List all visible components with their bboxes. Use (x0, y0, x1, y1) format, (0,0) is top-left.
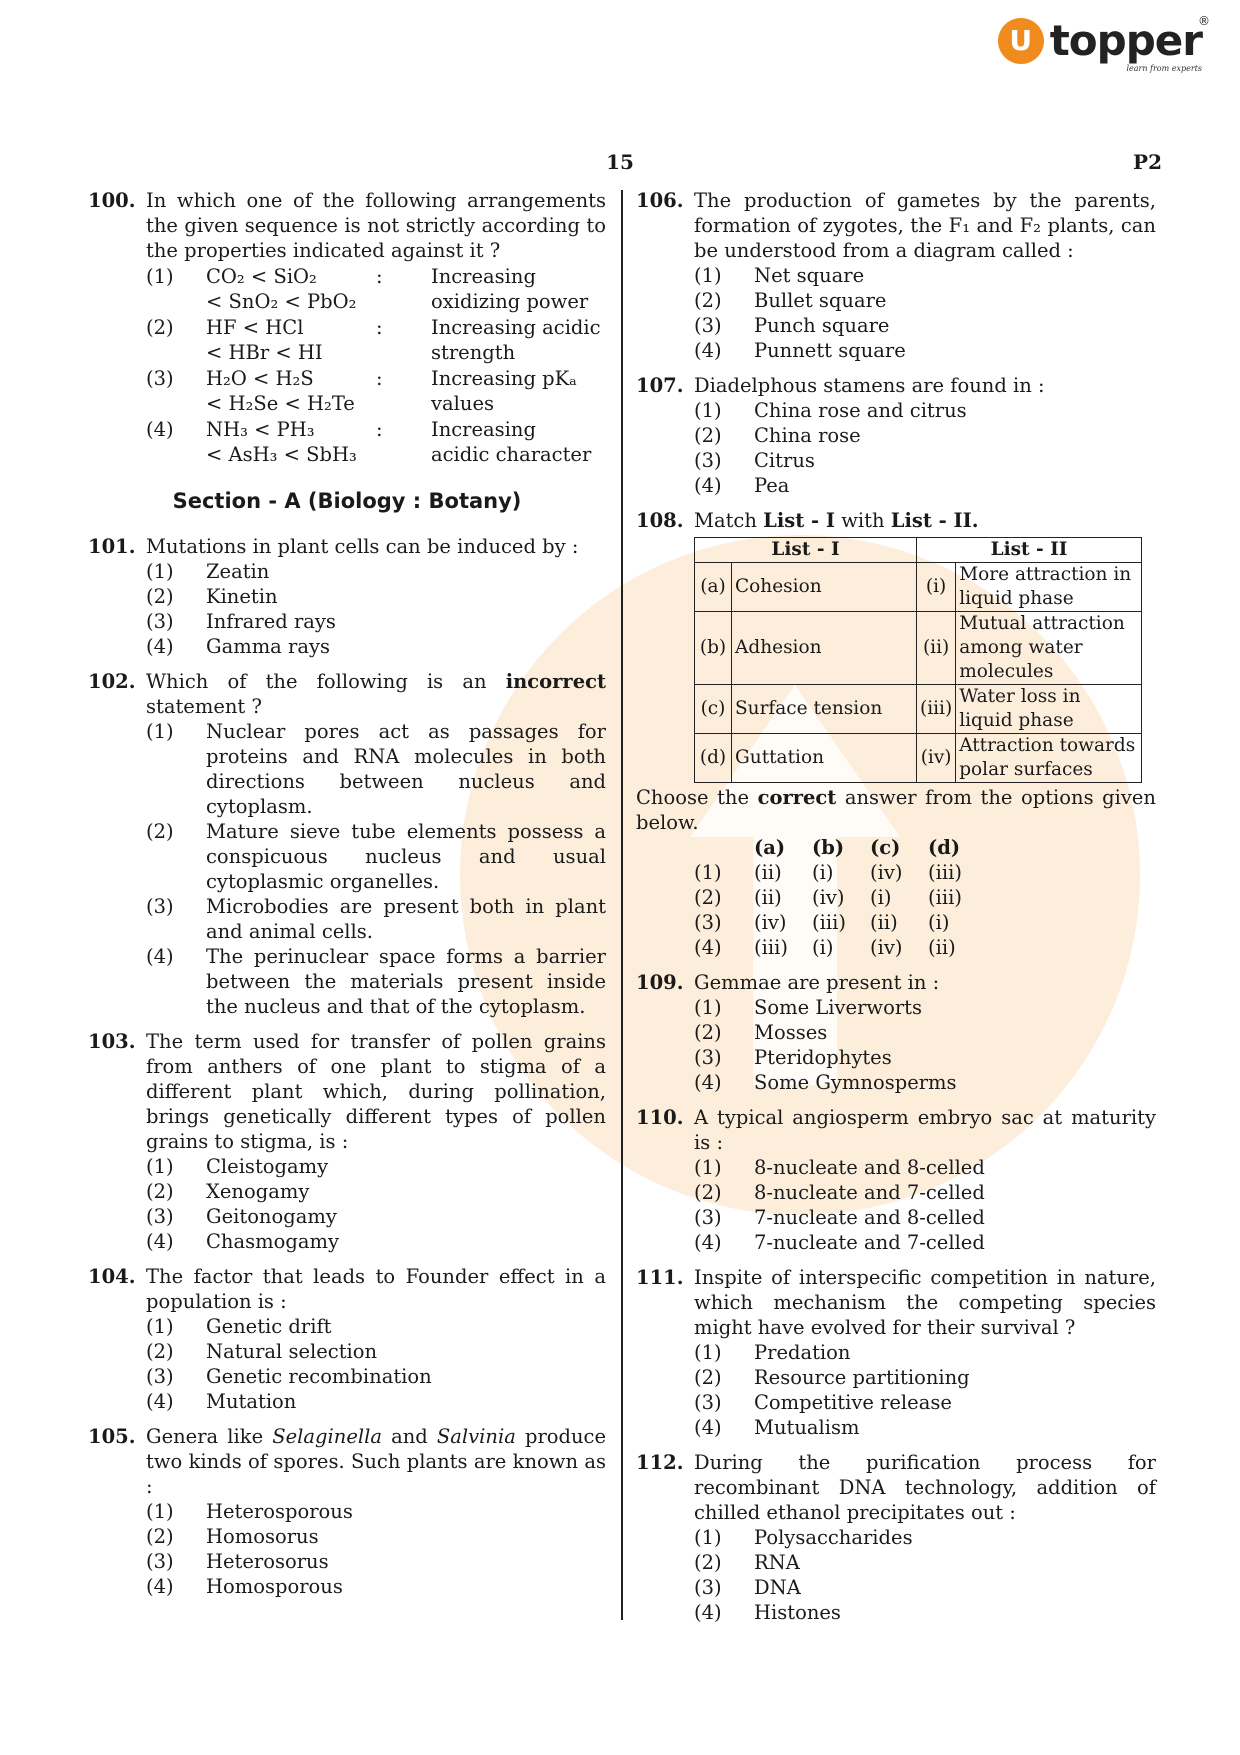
option-2: (2) Mature sieve tube elements possess a conspicuous nucleus and usual cytoplasmic organelles. (146, 820, 606, 893)
option-2: (2) Bullet square (694, 289, 887, 312)
option-3: (3) Microbodies are present both in plant and animal cells. (146, 895, 606, 943)
question-stem: Genera like Selaginella and Salvinia produce two kinds of spores. Such plants are known as : (146, 1425, 607, 1498)
choose-instruction: Choose the correct answer from the options given below. (636, 786, 1156, 834)
option-1: (1) Zeatin (146, 560, 270, 583)
option-4: (4) Pea (694, 474, 790, 497)
question-110 (636, 1105, 1156, 1255)
option-1: (1) Heterosporous (146, 1500, 353, 1523)
table-cell: (i) (917, 563, 956, 612)
question-111 (636, 1265, 1156, 1440)
option-number: (2) (146, 316, 174, 339)
table-cell: Guttation (732, 734, 917, 783)
option-2 (146, 315, 606, 365)
question-number: 104. (88, 1265, 136, 1288)
option-4: (4) Gamma rays (146, 635, 330, 658)
question-109 (636, 970, 1156, 1095)
option-2: (2) Xenogamy (146, 1180, 310, 1203)
option-3: (3) Infrared rays (146, 610, 336, 633)
question-number: 103. (88, 1030, 136, 1053)
section-title: Section - A (Biology : Botany) (172, 489, 522, 513)
colon: : (376, 265, 383, 288)
question-stem: Inspite of interspecific competition in nature, which mechanism the competing species might have evolved for their survival ? (694, 1266, 1156, 1339)
answer-header: (a) (b) (c) (d) (754, 836, 961, 859)
registered-mark: ® (1198, 14, 1210, 28)
question-108 (636, 508, 1156, 960)
colon: : (376, 418, 383, 441)
option-3: (3) Genetic recombination (146, 1365, 432, 1388)
option-2: (2) China rose (694, 424, 861, 447)
option-3: (3) Competitive release (694, 1391, 952, 1414)
option-3: (3) Geitonogamy (146, 1205, 337, 1228)
table-cell: Adhesion (732, 612, 917, 685)
question-number: 108. (636, 509, 684, 532)
option-1: (1) (ii) (i) (iv) (iii) (694, 861, 962, 884)
option-1: (1) Some Liverworts (694, 996, 922, 1019)
option-number: (1) (146, 265, 174, 288)
table-cell: (a) (695, 563, 732, 612)
question-103 (88, 1029, 606, 1254)
option-4: (4) 7-nucleate and 7-celled (694, 1231, 985, 1254)
table-cell: More attraction in liquid phase (956, 563, 1142, 612)
option-4: (4) Mutualism (694, 1416, 860, 1439)
option-4 (146, 417, 606, 467)
option-4: (4) Histones (694, 1601, 841, 1624)
option-number: (3) (146, 367, 174, 390)
table-cell: Water loss in liquid phase (956, 685, 1142, 734)
question-number: 100. (88, 189, 136, 212)
formula: H₂O < H₂S < H₂Se < H₂Te (206, 367, 355, 415)
question-number: 109. (636, 971, 684, 994)
question-100 (88, 188, 606, 467)
table-header-row (695, 538, 1142, 563)
option-3: (3) Pteridophytes (694, 1046, 892, 1069)
option-3: (3) Punch square (694, 314, 890, 337)
option-3: (3) (iv) (iii) (ii) (i) (694, 911, 950, 934)
left-column (88, 188, 606, 1609)
logo-circle-icon: U (998, 18, 1044, 64)
option-2: (2) RNA (694, 1551, 800, 1574)
table-cell: Surface tension (732, 685, 917, 734)
question-stem: Gemmae are present in : (694, 971, 940, 994)
formula: CO₂ < SiO₂ < SnO₂ < PbO₂ (206, 265, 357, 313)
table-cell: Attraction towards polar surfaces (956, 734, 1142, 783)
option-2: (2) Resource partitioning (694, 1366, 970, 1389)
option-3: (3) 7-nucleate and 8-celled (694, 1206, 985, 1229)
option-1: (1) Net square (694, 264, 865, 287)
option-3 (146, 366, 606, 416)
option-1: (1) Predation (694, 1341, 851, 1364)
topper-logo (998, 14, 1210, 73)
option-3: (3) Citrus (694, 449, 815, 472)
option-1: (1) Nuclear pores act as passages for proteins and RNA molecules in both directions between nucleus and cytoplasm. (146, 720, 606, 818)
question-stem: Mutations in plant cells can be induced by : (146, 535, 579, 558)
question-104 (88, 1264, 606, 1414)
question-102 (88, 669, 606, 1019)
table-cell: (iv) (917, 734, 956, 783)
colon: : (376, 316, 383, 339)
option-4: (4) The perinuclear space forms a barrier between the materials present inside the nucleus and that of the cytoplasm. (146, 945, 606, 1018)
option-1: (1) Cleistogamy (146, 1155, 329, 1178)
table-header: List - II (917, 538, 1142, 563)
table-cell: (d) (695, 734, 732, 783)
logo-wordmark: topper (1049, 16, 1202, 65)
question-stem: The production of gametes by the parents, formation of zygotes, the F₁ and F₂ plants, can be understood from a diagram called : (694, 189, 1156, 262)
question-stem: Which of the following is an incorrect statement ? (146, 670, 606, 718)
option-2: (2) Kinetin (146, 585, 278, 608)
option-2: (2) Homosorus (146, 1525, 319, 1548)
question-stem: In which one of the following arrangements the given sequence is not strictly according to the properties indicated against it ? (146, 189, 606, 262)
question-101 (88, 534, 606, 659)
question-stem: During the purification process for recombinant DNA technology, addition of chilled ethanol precipitates out : (694, 1451, 1156, 1524)
option-4: (4) Homosporous (146, 1575, 343, 1598)
table-cell: (ii) (917, 612, 956, 685)
table-cell: (c) (695, 685, 732, 734)
right-column (636, 188, 1156, 1635)
table-cell: (iii) (917, 685, 956, 734)
option-3: (3) DNA (694, 1576, 801, 1599)
formula: HF < HCl < HBr < HI (206, 316, 323, 364)
question-stem: The factor that leads to Founder effect in a population is : (146, 1265, 606, 1313)
question-stem: The term used for transfer of pollen grains from anthers of one plant to stigma of a different plant which, during pollination, brings genetically different types of pollen grains to stigma, is : (146, 1030, 606, 1153)
option-1: (1) Polysaccharides (694, 1526, 913, 1549)
option-1: (1) Genetic drift (146, 1315, 332, 1338)
option-4: (4) Some Gymnosperms (694, 1071, 957, 1094)
option-2: (2) Mosses (694, 1021, 828, 1044)
question-stem: A typical angiosperm embryo sac at maturity is : (694, 1106, 1156, 1154)
question-107 (636, 373, 1156, 498)
question-stem: Match List - I with List - II. (694, 509, 979, 532)
table-row (695, 734, 1142, 783)
option-3: (3) Heterosorus (146, 1550, 329, 1573)
property: Increasing oxidizing power (431, 265, 589, 313)
question-106 (636, 188, 1156, 363)
option-4: (4) Punnett square (694, 339, 906, 362)
property: Increasing acidic strength (431, 316, 601, 364)
page-number: 15 (606, 150, 634, 174)
question-number: 110. (636, 1106, 684, 1129)
option-4: (4) Chasmogamy (146, 1230, 339, 1253)
question-stem: Diadelphous stamens are found in : (694, 374, 1045, 397)
colon: : (376, 367, 383, 390)
question-number: 102. (88, 670, 136, 693)
logo-tagline: learn from experts (1126, 64, 1202, 73)
question-number: 105. (88, 1425, 136, 1448)
question-105 (88, 1424, 606, 1599)
question-number: 107. (636, 374, 684, 397)
property: Increasing pKₐ values (431, 367, 577, 415)
option-4: (4) (iii) (i) (iv) (ii) (694, 936, 956, 959)
table-cell: Cohesion (732, 563, 917, 612)
option-number: (4) (146, 418, 174, 441)
option-1 (146, 264, 606, 314)
option-1: (1) 8-nucleate and 8-celled (694, 1156, 985, 1179)
option-2: (2) Natural selection (146, 1340, 378, 1363)
column-divider (621, 190, 623, 1620)
option-2: (2) 8-nucleate and 7-celled (694, 1181, 985, 1204)
question-number: 106. (636, 189, 684, 212)
question-number: 111. (636, 1266, 684, 1289)
paper-code: P2 (1133, 150, 1162, 174)
table-header: List - I (695, 538, 917, 563)
question-112 (636, 1450, 1156, 1625)
table-cell: (b) (695, 612, 732, 685)
option-4: (4) Mutation (146, 1390, 297, 1413)
table-row (695, 685, 1142, 734)
property: Increasing acidic character (431, 418, 592, 466)
table-row (695, 563, 1142, 612)
formula: NH₃ < PH₃ < AsH₃ < SbH₃ (206, 418, 357, 466)
question-number: 112. (636, 1451, 684, 1474)
table-cell: Mutual attraction among water molecules (956, 612, 1142, 685)
question-number: 101. (88, 535, 136, 558)
option-2: (2) (ii) (iv) (i) (iii) (694, 886, 962, 909)
table-row (695, 612, 1142, 685)
option-1: (1) China rose and citrus (694, 399, 967, 422)
match-table (694, 537, 1142, 783)
